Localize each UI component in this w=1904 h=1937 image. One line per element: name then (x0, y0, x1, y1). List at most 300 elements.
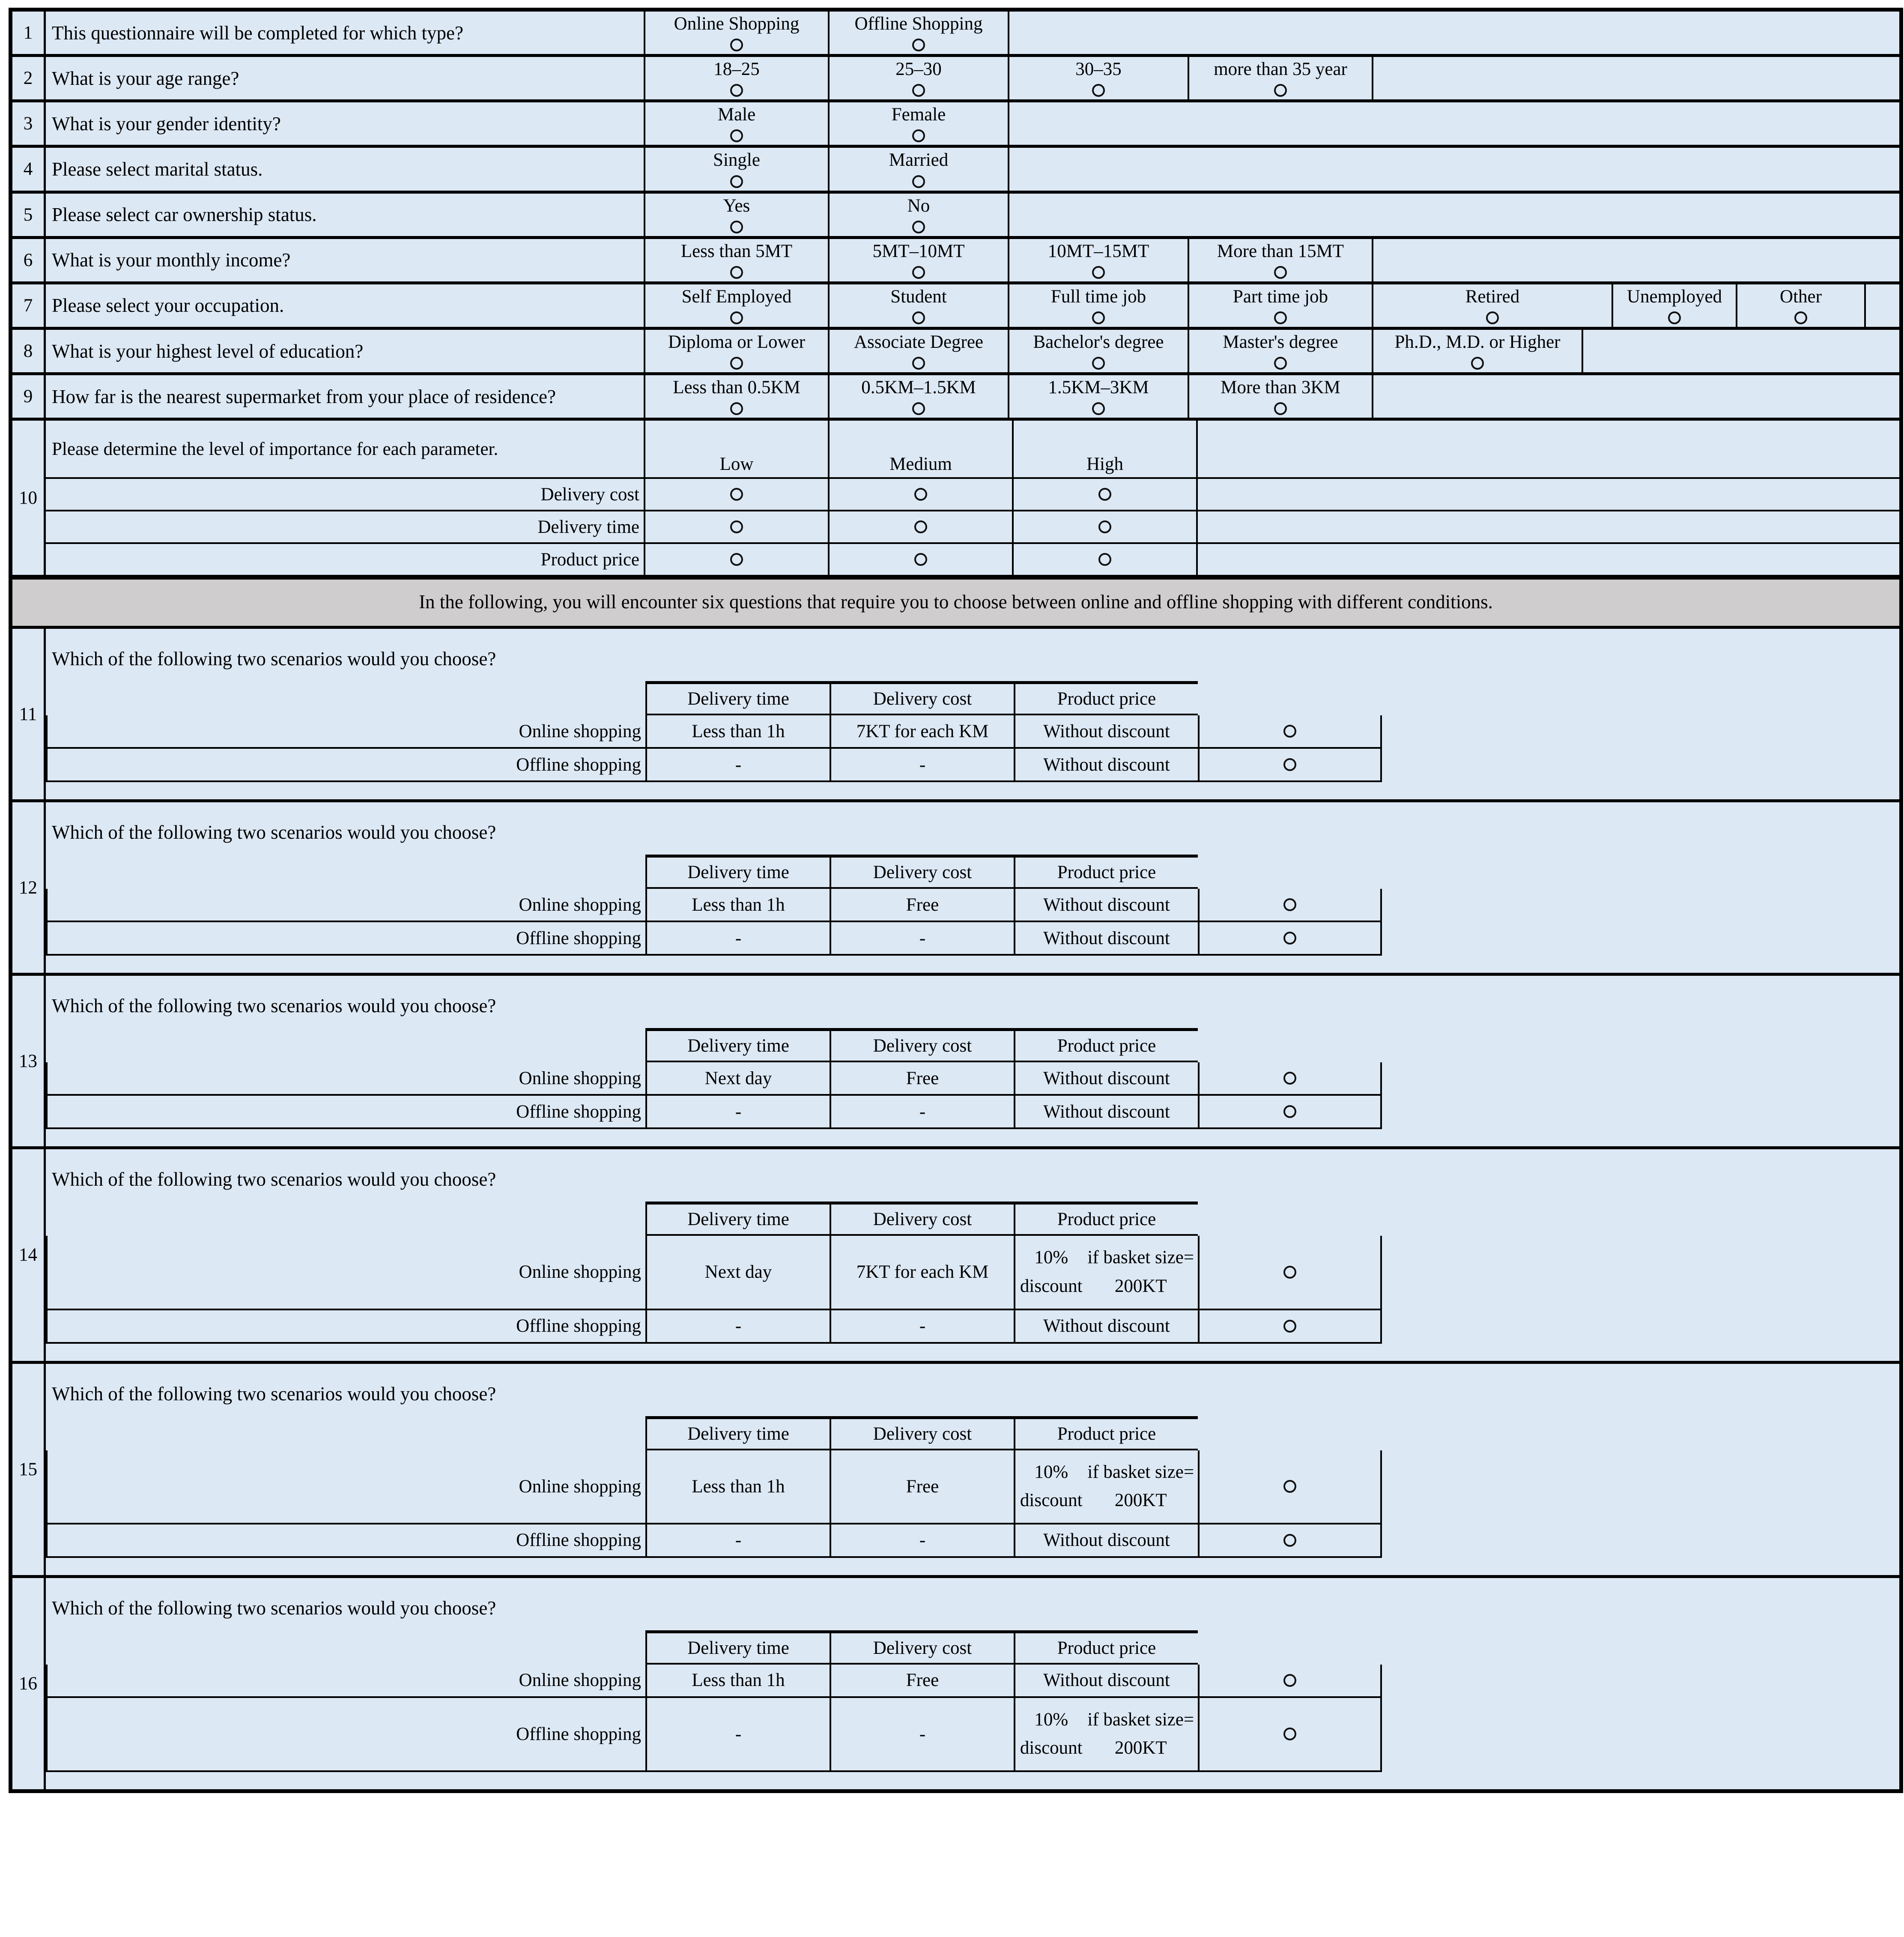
question-number-10: 10 (12, 421, 46, 575)
option-7-4[interactable] (1189, 284, 1373, 327)
scenario-offline-row (46, 1524, 1391, 1558)
scenario-online-value-3: 10% discount if basket size= 200KT (1014, 1450, 1198, 1524)
options-filler (1009, 148, 1899, 190)
question-options-6 (645, 239, 1899, 281)
options-filler (1009, 12, 1899, 54)
option-7-1[interactable] (645, 284, 830, 327)
option-label: Ph.D., M.D. or Higher (1394, 332, 1561, 352)
scenario-row-13 (12, 976, 1899, 1149)
radio-button[interactable] (1283, 1266, 1296, 1279)
question-text-1: This questionnaire will be completed for which type? (46, 12, 645, 54)
scenario-column-header-2: Delivery cost (830, 1202, 1014, 1236)
scenario-offline-choice[interactable] (1198, 1096, 1382, 1129)
option-label: Offline Shopping (854, 14, 983, 34)
radio-button[interactable] (1092, 311, 1105, 324)
scenario-table-15 (46, 1416, 1391, 1558)
option-label: Online Shopping (674, 14, 800, 34)
radio-button[interactable] (1098, 520, 1111, 533)
question-number-16: 16 (12, 1578, 46, 1789)
scenario-offline-choice[interactable] (1198, 749, 1382, 782)
scenario-offline-choice[interactable] (1198, 1524, 1382, 1558)
radio-button[interactable] (1274, 84, 1287, 97)
importance-radio-2-2[interactable] (830, 511, 1014, 542)
option-4-2[interactable] (830, 148, 1009, 190)
scenario-body-12 (46, 802, 1899, 973)
option-5-2[interactable] (830, 194, 1009, 236)
scenario-header-pick-blank (1198, 1202, 1382, 1236)
importance-row-filler (1198, 511, 1899, 542)
option-label: Diploma or Lower (668, 332, 806, 352)
question-number-2: 2 (12, 57, 46, 99)
option-label: Associate Degree (854, 332, 984, 352)
importance-radio-1-3[interactable] (1014, 479, 1198, 510)
question-number-8: 8 (12, 330, 46, 372)
radio-button[interactable] (1274, 311, 1287, 324)
scenario-online-value-3: Without discount (1014, 715, 1198, 749)
scenario-spacer (46, 1344, 1899, 1361)
option-9-1[interactable] (645, 375, 830, 418)
option-label: 10MT–15MT (1047, 241, 1149, 261)
radio-button[interactable] (1092, 84, 1105, 97)
option-8-4[interactable] (1189, 330, 1373, 372)
question-row-3 (12, 102, 1899, 148)
question-number-5: 5 (12, 194, 46, 236)
scenario-table-header (46, 1202, 1391, 1236)
option-label: 30–35 (1075, 59, 1122, 80)
option-7-3[interactable] (1009, 284, 1189, 327)
question-options-1 (645, 12, 1899, 54)
question-number-13: 13 (12, 976, 46, 1146)
option-label: Retired (1465, 286, 1520, 307)
scenario-column-header-3: Product price (1014, 1028, 1198, 1062)
scenario-online-choice[interactable] (1198, 1665, 1382, 1698)
importance-radio-2-3[interactable] (1014, 511, 1198, 542)
question-text-8: What is your highest level of education? (46, 330, 645, 372)
radio-button[interactable] (1283, 1105, 1296, 1118)
options-filler (1373, 57, 1899, 99)
question-row-2 (12, 57, 1899, 102)
scenario-offline-label: Offline shopping (46, 1310, 645, 1344)
radio-button[interactable] (730, 488, 743, 501)
radio-button[interactable] (730, 84, 743, 97)
scenario-online-row (46, 889, 1391, 922)
scenario-header-blank (46, 681, 645, 715)
radio-button[interactable] (912, 266, 925, 279)
scenario-online-label: Online shopping (46, 1450, 645, 1524)
question-text-12: Which of the following two scenarios would you choose? (52, 822, 496, 843)
question-number-11: 11 (12, 629, 46, 799)
option-label: Less than 5MT (680, 241, 793, 261)
question-number-3: 3 (12, 102, 46, 145)
radio-button[interactable] (912, 402, 925, 415)
question-text-3: What is your gender identity? (46, 102, 645, 145)
radio-button[interactable] (730, 39, 743, 51)
scenario-offline-choice[interactable] (1198, 1310, 1382, 1344)
scenario-column-header-1: Delivery time (645, 1416, 830, 1450)
scenario-column-header-2: Delivery cost (830, 681, 1014, 715)
importance-radio-3-1[interactable] (645, 544, 830, 575)
scenario-online-row (46, 1062, 1391, 1096)
option-label: 25–30 (895, 59, 942, 80)
scenario-online-value-1: Less than 1h (645, 889, 830, 922)
importance-radio-2-1[interactable] (645, 511, 830, 542)
question-row-4 (12, 148, 1899, 193)
option-label: Student (890, 286, 947, 307)
question-options-3 (645, 102, 1899, 145)
option-2-2[interactable] (830, 57, 1009, 99)
question-number-12: 12 (12, 802, 46, 973)
option-7-5[interactable] (1373, 284, 1613, 327)
questionnaire-table (9, 8, 1903, 1793)
option-6-2[interactable] (830, 239, 1009, 281)
importance-parameter-label: Product price (46, 544, 645, 575)
option-label: Part time job (1233, 286, 1328, 307)
option-8-2[interactable] (830, 330, 1009, 372)
scenario-offline-label: Offline shopping (46, 922, 645, 956)
option-7-6[interactable] (1613, 284, 1737, 327)
option-3-1[interactable] (645, 102, 830, 145)
scenario-offline-value-2: - (830, 1698, 1014, 1772)
question-options-9 (645, 375, 1899, 418)
radio-button[interactable] (1486, 311, 1499, 324)
importance-row-2 (46, 511, 1899, 544)
radio-button[interactable] (1283, 758, 1296, 771)
radio-button[interactable] (1283, 1534, 1296, 1547)
scenario-offline-choice[interactable] (1198, 1698, 1382, 1772)
option-1-1[interactable] (645, 12, 830, 54)
options-filler (1009, 102, 1899, 145)
scenario-offline-value-1: - (645, 1310, 830, 1344)
scenario-spacer (46, 1772, 1899, 1789)
radio-button[interactable] (730, 357, 743, 370)
scenario-offline-value-3: Without discount (1014, 1310, 1198, 1344)
importance-parameter-label: Delivery time (46, 511, 645, 542)
scenario-spacer (46, 782, 1899, 799)
scenario-offline-value-3: Without discount (1014, 922, 1198, 956)
option-label: 0.5KM–1.5KM (861, 377, 976, 398)
option-1-2[interactable] (830, 12, 1009, 54)
scenario-online-row (46, 1450, 1391, 1524)
radio-button[interactable] (1274, 266, 1287, 279)
question-text-4: Please select marital status. (46, 148, 645, 190)
radio-button[interactable] (730, 520, 743, 533)
question-text-9: How far is the nearest supermarket from your place of residence? (46, 375, 645, 418)
scenario-column-header-3: Product price (1014, 1202, 1198, 1236)
scenario-header-blank (46, 855, 645, 889)
question-text-2: What is your age range? (46, 57, 645, 99)
scenario-column-header-3: Product price (1014, 1416, 1198, 1450)
scenario-online-label: Online shopping (46, 889, 645, 922)
scenario-column-header-2: Delivery cost (830, 1416, 1014, 1450)
scenario-online-value-3: Without discount (1014, 889, 1198, 922)
scenario-header-blank (46, 1416, 645, 1450)
scenario-online-value-1: Less than 1h (645, 1665, 830, 1698)
option-label: Other (1780, 286, 1822, 307)
radio-button[interactable] (1794, 311, 1807, 324)
scenario-column-header-2: Delivery cost (830, 855, 1014, 889)
option-2-3[interactable] (1009, 57, 1189, 99)
radio-button[interactable] (1098, 488, 1111, 501)
option-label: Male (717, 105, 756, 125)
importance-header-filler (1198, 421, 1899, 477)
radio-button[interactable] (730, 553, 743, 566)
question-options-4 (645, 148, 1899, 190)
importance-header-row (46, 421, 1899, 479)
option-5-1[interactable] (645, 194, 830, 236)
question-number-4: 4 (12, 148, 46, 190)
scenario-header-pick-blank (1198, 1630, 1382, 1665)
scenario-online-choice[interactable] (1198, 1062, 1382, 1096)
importance-row-3 (46, 544, 1899, 575)
option-9-4[interactable] (1189, 375, 1373, 418)
scenario-offline-value-1: - (645, 749, 830, 782)
options-filler (1373, 375, 1899, 418)
radio-button[interactable] (1283, 1674, 1296, 1687)
scenario-table-13 (46, 1028, 1391, 1129)
radio-button[interactable] (914, 553, 927, 566)
question-text-7: Please select your occupation. (46, 284, 645, 327)
question-options-7 (645, 284, 1899, 327)
scenario-spacer (46, 1558, 1899, 1575)
radio-button[interactable] (912, 311, 925, 324)
radio-button[interactable] (730, 129, 743, 142)
scenario-body-13 (46, 976, 1899, 1146)
option-label: Female (891, 105, 946, 125)
importance-radio-1-1[interactable] (645, 479, 830, 510)
question-text-13: Which of the following two scenarios would you choose? (52, 995, 496, 1017)
radio-button[interactable] (1092, 266, 1105, 279)
radio-button[interactable] (1098, 553, 1111, 566)
radio-button[interactable] (1283, 1072, 1296, 1085)
scenario-header-pick-blank (1198, 1416, 1382, 1450)
scenario-row-16 (12, 1578, 1899, 1789)
scenario-offline-value-1: - (645, 1524, 830, 1558)
options-filler (1373, 239, 1899, 281)
question-options-5 (645, 194, 1899, 236)
radio-button[interactable] (1283, 725, 1296, 738)
scenario-table-header (46, 1028, 1391, 1062)
scenario-column-header-1: Delivery time (645, 1202, 830, 1236)
option-8-1[interactable] (645, 330, 830, 372)
radio-button[interactable] (912, 357, 925, 370)
radio-button[interactable] (1471, 357, 1484, 370)
importance-radio-3-2[interactable] (830, 544, 1014, 575)
question-text-5: Please select car ownership status. (46, 194, 645, 236)
scenario-online-value-1: Next day (645, 1062, 830, 1096)
radio-button[interactable] (914, 488, 927, 501)
radio-button[interactable] (912, 175, 925, 188)
radio-button[interactable] (912, 84, 925, 97)
question-text-11: Which of the following two scenarios would you choose? (52, 648, 496, 670)
radio-button[interactable] (1283, 898, 1296, 911)
scenario-online-value-3: Without discount (1014, 1062, 1198, 1096)
scenario-offline-label: Offline shopping (46, 1524, 645, 1558)
scenario-offline-value-2: - (830, 749, 1014, 782)
question-text-15: Which of the following two scenarios would you choose? (52, 1383, 496, 1405)
scenario-online-value-1: Less than 1h (645, 1450, 830, 1524)
scenario-offline-row (46, 1310, 1391, 1344)
option-9-3[interactable] (1009, 375, 1189, 418)
scenario-body-16 (46, 1578, 1899, 1789)
radio-button[interactable] (914, 520, 927, 533)
scenario-column-header-3: Product price (1014, 855, 1198, 889)
radio-button[interactable] (1283, 1728, 1296, 1740)
option-8-5[interactable] (1373, 330, 1583, 372)
radio-button[interactable] (1092, 402, 1105, 415)
option-9-2[interactable] (830, 375, 1009, 418)
option-4-1[interactable] (645, 148, 830, 190)
question-number-15: 15 (12, 1364, 46, 1575)
scenario-online-label: Online shopping (46, 715, 645, 749)
radio-button[interactable] (1092, 357, 1105, 370)
importance-radio-1-2[interactable] (830, 479, 1014, 510)
question-row-8 (12, 330, 1899, 375)
scenario-column-header-2: Delivery cost (830, 1028, 1014, 1062)
scenario-offline-value-1: - (645, 1096, 830, 1129)
scenario-online-label: Online shopping (46, 1236, 645, 1310)
scenario-header-blank (46, 1028, 645, 1062)
options-filler (1009, 194, 1899, 236)
scenario-online-choice[interactable] (1198, 715, 1382, 749)
scenario-header-pick-blank (1198, 681, 1382, 715)
question-text-6: What is your monthly income? (46, 239, 645, 281)
scenario-offline-value-3: Without discount (1014, 749, 1198, 782)
scenario-offline-row (46, 922, 1391, 956)
scenario-offline-label: Offline shopping (46, 1698, 645, 1772)
option-6-1[interactable] (645, 239, 830, 281)
options-filler (1583, 330, 1899, 372)
radio-button[interactable] (912, 221, 925, 233)
scenario-spacer (46, 1129, 1899, 1146)
options-filler (1866, 284, 1899, 327)
option-label: 1.5KM–3KM (1048, 377, 1149, 398)
question-row-7 (12, 284, 1899, 330)
scenario-spacer (46, 956, 1899, 973)
scenario-column-header-3: Product price (1014, 681, 1198, 715)
option-7-2[interactable] (830, 284, 1009, 327)
option-label: more than 35 year (1214, 59, 1347, 80)
scenario-offline-row (46, 1698, 1391, 1772)
scenario-offline-value-3: Without discount (1014, 1096, 1198, 1129)
importance-row-filler (1198, 479, 1899, 510)
importance-level-header-1: Low (645, 421, 830, 477)
scenario-table-14 (46, 1202, 1391, 1343)
question-number-1: 1 (12, 12, 46, 54)
importance-radio-3-3[interactable] (1014, 544, 1198, 575)
scenario-row-14 (12, 1149, 1899, 1363)
scenario-offline-label: Offline shopping (46, 749, 645, 782)
scenario-online-value-1: Less than 1h (645, 715, 830, 749)
importance-level-header-3: High (1014, 421, 1198, 477)
option-label: Yes (723, 195, 750, 216)
radio-button[interactable] (1274, 402, 1287, 415)
option-6-3[interactable] (1009, 239, 1189, 281)
radio-button[interactable] (730, 221, 743, 233)
scenario-table-16 (46, 1630, 1391, 1772)
scenario-online-value-2: Free (830, 1665, 1014, 1698)
option-label: Single (713, 150, 760, 170)
scenario-column-header-1: Delivery time (645, 855, 830, 889)
scenario-header-blank (46, 1202, 645, 1236)
option-3-2[interactable] (830, 102, 1009, 145)
radio-button[interactable] (730, 402, 743, 415)
radio-button[interactable] (730, 311, 743, 324)
scenario-online-choice[interactable] (1198, 889, 1382, 922)
scenario-table-header (46, 681, 1391, 715)
radio-button[interactable] (730, 175, 743, 188)
option-label: No (907, 195, 930, 216)
scenario-online-row (46, 1665, 1391, 1698)
option-6-4[interactable] (1189, 239, 1373, 281)
scenario-online-choice[interactable] (1198, 1236, 1382, 1310)
scenario-online-value-2: Free (830, 889, 1014, 922)
question-options-8 (645, 330, 1899, 372)
option-label: Unemployed (1626, 286, 1722, 307)
scenario-offline-value-1: - (645, 1698, 830, 1772)
importance-row-filler (1198, 544, 1899, 575)
scenario-online-value-2: 7KT for each KM (830, 715, 1014, 749)
option-label: 18–25 (713, 59, 760, 80)
importance-matrix (46, 421, 1899, 575)
scenario-column-header-2: Delivery cost (830, 1630, 1014, 1665)
radio-button[interactable] (730, 266, 743, 279)
scenario-online-value-2: Free (830, 1062, 1014, 1096)
scenario-online-choice[interactable] (1198, 1450, 1382, 1524)
scenario-online-value-2: 7KT for each KM (830, 1236, 1014, 1310)
option-label: Bachelor's degree (1033, 332, 1164, 352)
importance-row-1 (46, 479, 1899, 511)
scenario-online-value-3: 10% discount if basket size= 200KT (1014, 1236, 1198, 1310)
option-label: Full time job (1050, 286, 1146, 307)
scenario-offline-choice[interactable] (1198, 922, 1382, 956)
scenario-body-14 (46, 1149, 1899, 1360)
radio-button[interactable] (912, 129, 925, 142)
question-row-1 (12, 12, 1899, 57)
option-2-1[interactable] (645, 57, 830, 99)
question-number-7: 7 (12, 284, 46, 327)
scenario-offline-row (46, 1096, 1391, 1129)
scenario-table-header (46, 1416, 1391, 1450)
radio-button[interactable] (1283, 1480, 1296, 1493)
scenario-offline-value-2: - (830, 1310, 1014, 1344)
question-options-2 (645, 57, 1899, 99)
question-row-5 (12, 194, 1899, 239)
instruction-banner: In the following, you will encounter six questions that require you to choose between online and offline shopping with different conditions. (12, 578, 1899, 629)
scenario-column-header-3: Product price (1014, 1630, 1198, 1665)
scenario-online-label: Online shopping (46, 1062, 645, 1096)
scenario-body-11 (46, 629, 1899, 799)
radio-button[interactable] (1283, 932, 1296, 945)
scenario-table-11 (46, 681, 1391, 782)
scenario-offline-value-2: - (830, 1096, 1014, 1129)
question-text-10: Please determine the level of importance for each parameter. (46, 421, 645, 477)
scenario-table-header (46, 855, 1391, 889)
question-number-6: 6 (12, 239, 46, 281)
question-row-6 (12, 239, 1899, 284)
option-8-3[interactable] (1009, 330, 1189, 372)
option-7-7[interactable] (1737, 284, 1866, 327)
scenario-column-header-1: Delivery time (645, 681, 830, 715)
radio-button[interactable] (1668, 311, 1681, 324)
scenario-online-label: Online shopping (46, 1665, 645, 1698)
option-2-4[interactable] (1189, 57, 1373, 99)
radio-button[interactable] (1274, 357, 1287, 370)
radio-button[interactable] (1283, 1320, 1296, 1333)
question-text-16: Which of the following two scenarios would you choose? (52, 1597, 496, 1619)
option-label: Married (889, 150, 949, 170)
option-label: Less than 0.5KM (673, 377, 800, 398)
radio-button[interactable] (912, 39, 925, 51)
